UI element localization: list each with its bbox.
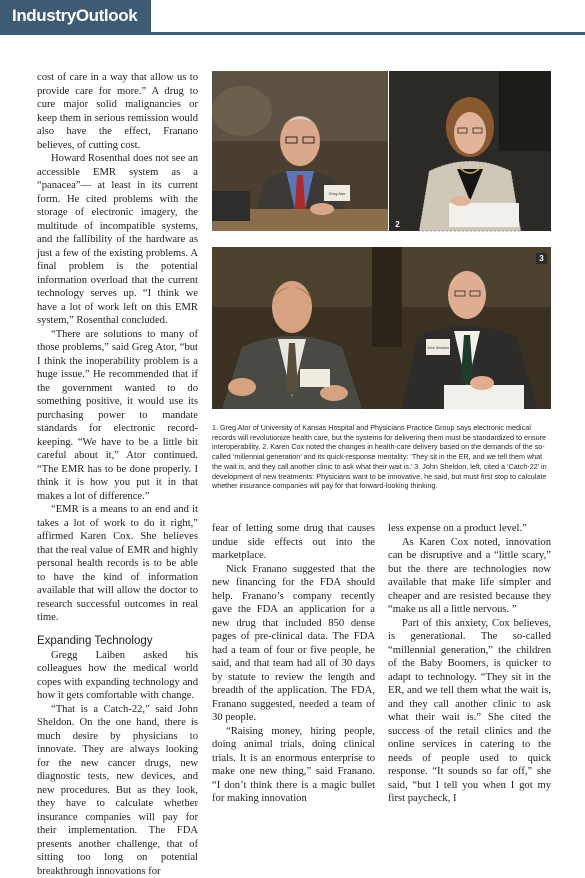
subheading: Expanding Technology <box>37 634 198 648</box>
name-card-text: John Sheldon <box>427 346 449 350</box>
paragraph: “EMR is a means to an end and it takes a lot of work to do it right,” affirmed Karen Cox. She believes that the real value of EMR and highly personal health records is to be able to have the kind of information available that will allow the doctor to research successful outcomes in real time. <box>37 503 198 625</box>
name-card-text: Greg Ator <box>328 191 346 196</box>
header-rule <box>0 32 585 35</box>
paragraph: “Raising money, hiring people, doing animal trials, doing clinical trials. It is an enormous enterprise to make one new thing,” said Franano. “I don’t think there is a magic bullet for making innovation <box>212 725 375 806</box>
photo-1-image <box>212 71 388 231</box>
photo-caption: 1. Greg Ator of University of Kansas Hospital and Physicians Practice Group says electronic medical records will revolutionize health care, but the systems for delivering them must be standardized to ensure interoperability. 2. Karen Cox noted the changes in health-care delivery based on the demands of the so-called ‘millennial generation’ and its quick-response mentality: ‘They sit in the ER, and we tell them what the wait is, and they call another clinic to ask what their wait is.’ 3. John Sheldon, left, cited a ‘Catch-22’ in development of new treatments: Physicians want to be innovative, he said, but must first stop to calculate whether insurance companies will pay for that forward-looking thinking. <box>212 423 551 491</box>
paragraph: Nick Franano suggested that the new financing for the FDA should help. Franano’s company recently gave the FDA an application for a new drug that included 850 dense pages of pre-clinical data. The FDA had a team of four or five people, he said, and that team had all of 30 days by statute to review the length and breadth of the application. The FDA, Franano suggested, needed a team of 30 people. <box>212 563 375 725</box>
right-column <box>388 522 551 806</box>
photo-3-image <box>212 247 551 409</box>
section-title: IndustryOutlook <box>12 6 137 25</box>
photo-number-3: 3 <box>536 253 547 264</box>
photo-karen-cox <box>389 71 551 231</box>
paragraph: Part of this anxiety, Cox believes, is generational. The so-called “millennial generation,” the children of the Baby Boomers, is quicker to adapt to technology. “They sit in the ER, and we tell them what the wait is, and they call another clinic to ask what their wait is.” She cited the success of the retail clinics and the online services in catering to the needs of people used to quick response. “It sounds so far off,” she said, “but I tell you when I got my first paycheck, I <box>388 617 551 806</box>
paragraph: Gregg Laiben asked his colleagues how the medical world copes with expanding technology and how it gets comfortable with change. <box>37 649 198 703</box>
paragraph: cost of care in a way that allow us to provide care for more.” A drug to cure major solid malignancies or keep them in serious remission would also have the effect, Franano believes, of cutting cost. <box>37 71 198 152</box>
middle-column <box>212 522 375 806</box>
photo-2-image <box>389 71 551 231</box>
photo-greg-ator <box>212 71 388 231</box>
paragraph: less expense on a product level.” <box>388 522 551 536</box>
paragraph: “That is a Catch-22,” said John Sheldon. On the one hand, there is much desire by physicians to innovate. They are always looking for the new cancer drugs, new diagnostic tests, new devices, and new procedures. But as they look, they have to calculate whether insurance companies will pay for their implementation. The FDA presents another challenge, that of sitting too long on potential breakthrough innovations for <box>37 703 198 878</box>
photo-john-sheldon <box>212 247 551 409</box>
paragraph: fear of letting some drug that causes undue side effects out into the marketplace. <box>212 522 375 563</box>
paragraph: As Karen Cox noted, innovation can be disruptive and a “little scary,” but the there are technologies now available that make life simpler and cheaper and are resisted because they “make us all a little nervous. ” <box>388 536 551 617</box>
left-column <box>37 71 198 878</box>
paragraph: Howard Rosenthal does not see an accessible EMR system as a “panacea”— at least in its current form. He cited problems with the storage of electronic imagery, the multitude of incompatible systems, and the fallibility of the hardware as just a few of the existing problems. A final problem is the potential information overload that the current technology serves up. “I think we have a lot of work left on this EMR system,” Rosenthal concluded. <box>37 152 198 328</box>
photo-number-2: 2 <box>392 219 403 230</box>
paragraph: “There are solutions to many of those problems,” said Greg Ator, “but I think the inoperability problem is a huge issue.” He recommended that if the government wanted to do something positive, it would use its purchasing power to mandate standards for electronic record-keeping. “We have to be a little bit careful about it,” Ator continued. “The EMR has to be done properly. I think it is how you put it in that makes a lot of difference.” <box>37 328 198 504</box>
section-header <box>0 0 151 32</box>
